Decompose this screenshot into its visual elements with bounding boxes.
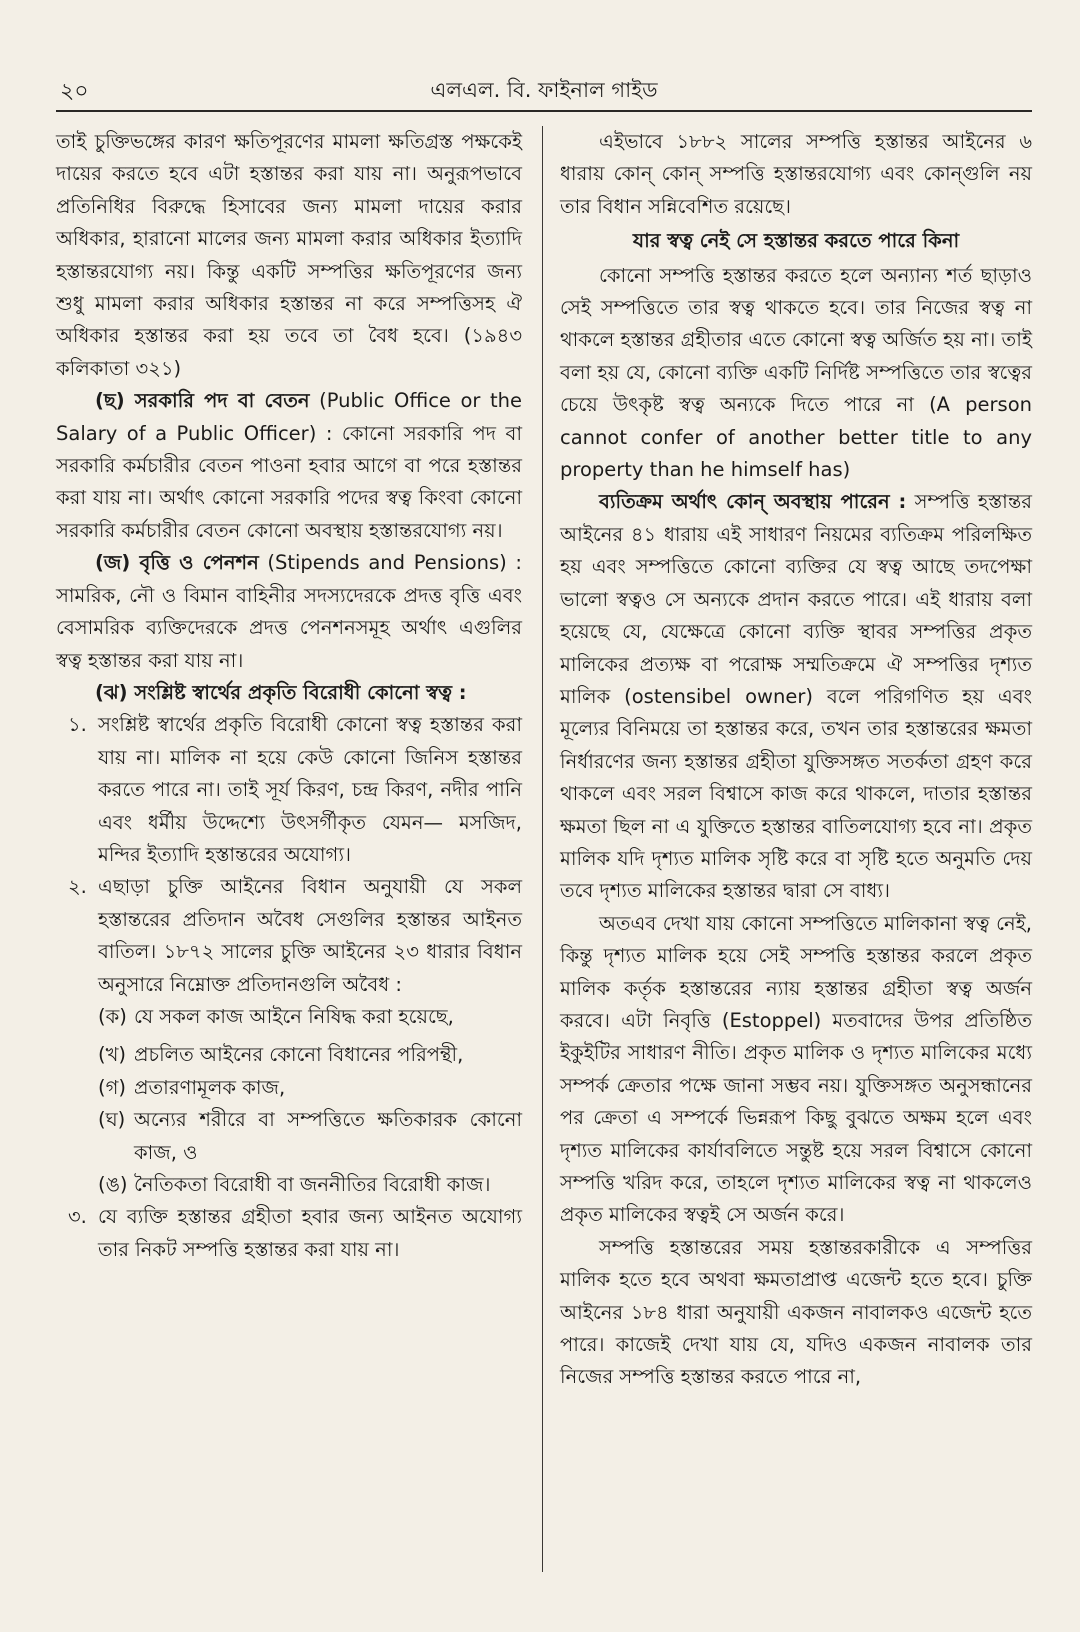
paragraph (56, 547, 522, 677)
list-text: এছাড়া চুক্তি আইনের বিধান অনুযায়ী যে সকল হস্তান্তরের প্রতিদান অবৈধ সেগুলির হস্তান্তর আইনত বাতিল। ১৮৭২ সালের চুক্তি আইনের ২৩ ধারার বিধান অনুসারে নিম্নোক্ত প্রতিদানগুলি অবৈধ : (98, 875, 522, 996)
list-number: ১. (68, 713, 87, 737)
sub-label: (ক) (98, 1004, 127, 1028)
sub-label: (খ) (98, 1043, 127, 1067)
page-number: ২০ (60, 79, 89, 104)
sub-text: অন্যের শরীরে বা সম্পত্তিতে ক্ষতিকারক কোনো কাজ, ও (134, 1108, 522, 1164)
list-item (56, 709, 522, 871)
paragraph-text: সম্পত্তি হস্তান্তর আইনের ৪১ ধারায় এই সাধারণ নিয়মের ব্যতিক্রম পরিলক্ষিত হয় এবং সম্পত্তিতে কোনো ব্যক্তির যে স্বত্ব আছে তদপেক্ষা ভালো স্বত্বও সে অন্যকে প্রদান করতে পারে। এই ধারায় বলা হয়েছে যে, যেক্ষেত্রে কোনো ব্যক্তি স্থাবর সম্পত্তির প্রকৃত মালিকের প্রত্যক্ষ বা পরোক্ষ সম্মতিক্রমে ঐ সম্পত্তির দৃশ্যত মালিক (ostensibel owner) বলে পরিগণিত হয় এবং মূল্যের বিনিময়ে তা হস্তান্তর করে, তখন তার হস্তান্তরের ক্ষমতা নির্ধারণের জন্য হস্তান্তর গ্রহীতা যুক্তিসঙ্গত সতর্কতা গ্রহণ করে থাকলে এবং সরল বিশ্বাসে কাজ করে থাকলে, দাতার হস্তান্তর ক্ষমতা ছিল না এ যুক্তিতে হস্তান্তর বাতিলযোগ্য হবে না। প্রকৃত মালিক যদি দৃশ্যত মালিক সৃষ্টি করে বা সৃষ্টি হতে অনুমতি দেয় তবে দৃশ্যত মালিকের হস্তান্তর দ্বারা সে বাধ্য। (560, 490, 1032, 903)
list-text: সংশ্লিষ্ট স্বার্থের প্রকৃতি বিরোধী কোনো স্বত্ব হস্তান্তর করা যায় না। মালিক না হয়ে কেউ কোনো জিনিস হস্তান্তর করতে পারে না। তাই সূর্য কিরণ, চন্দ্র কিরণ, নদীর পানি এবং ধর্মীয় উদ্দেশ্যে উৎসর্গীকৃত যেমন— মসজিদ, মন্দির ইত্যাদি হস্তান্তরের অযোগ্য। (98, 713, 522, 866)
sub-list-item (98, 1001, 522, 1033)
list-item (56, 1201, 522, 1266)
paragraph: কোনো সম্পত্তি হস্তান্তর করতে হলে অন্যান্য শর্ত ছাড়াও সেই সম্পত্তিতে তার স্বত্ব থাকতে হবে। তার নিজের স্বত্ব না থাকলে হস্তান্তর গ্রহীতার এতে কোনো স্বত্ব অর্জিত হয় না। তাই বলা হয় যে, কোনো ব্যক্তি একটি নির্দিষ্ট সম্পত্তিতে তার স্বত্বের চেয়ে উৎকৃষ্ট স্বত্ব অন্যকে দিতে পারে না (A person cannot confer of another better title to any property than he himself has) (560, 263, 1032, 482)
section-heading: (জ) বৃত্তি ও পেনশন (95, 551, 259, 575)
sub-text: প্রতারণামূলক কাজ, (134, 1075, 286, 1099)
sub-label: (ঙ) (98, 1173, 128, 1196)
section-heading: (ছ) সরকারি পদ বা বেতন (95, 389, 310, 413)
running-title: এলএল. বি. ফাইনাল গাইড (430, 78, 658, 102)
list-item (56, 871, 522, 1001)
sub-list-item (98, 1039, 522, 1071)
paragraph (56, 385, 522, 547)
sub-text: যে সকল কাজ আইনে নিষিদ্ধ করা হয়েছে, (134, 1004, 454, 1028)
paragraph (560, 486, 1032, 907)
column-divider (542, 126, 543, 1572)
sub-list-item (98, 1169, 522, 1201)
list-text: যে ব্যক্তি হস্তান্তর গ্রহীতা হবার জন্য আইনত অযোগ্য তার নিকট সম্পত্তি হস্তান্তর করা যায় না। (98, 1205, 522, 1261)
text-columns (56, 126, 1032, 1602)
paragraph: অতএব দেখা যায় কোনো সম্পত্তিতে মালিকানা স্বত্ব নেই, কিন্তু দৃশ্যত মালিক হয়ে সেই সম্পত্তি হস্তান্তর করলে প্রকৃত মালিক কর্তৃক হস্তান্তরের ন্যায় হস্তান্তর গ্রহীতা স্বত্ব অর্জন করবে। এটা নিবৃত্তি (Estoppel) মতবাদের উপর প্রতিষ্ঠিত ইকুইটির সাধারণ নীতি। প্রকৃত মালিক ও দৃশ্যত মালিকের মধ্যে সম্পর্ক ক্রেতার পক্ষে জানা সম্ভব নয়। যুক্তিসঙ্গত অনুসন্ধানের পর ক্রেতা এ সম্পর্কে ভিন্নরূপ কিছু বুঝতে অক্ষম হলে এবং দৃশ্যত মালিকের কার্যাবলিতে সন্তুষ্ট হয়ে সরল বিশ্বাসে কোনো সম্পত্তি খরিদ করে, তাহলে দৃশ্যত মালিকের স্বত্ব না থাকলেও প্রকৃত মালিকের স্বত্বই সে অর্জন করে। (560, 911, 1032, 1227)
section-heading: (ঝ) সংশ্লিষ্ট স্বার্থের প্রকৃতি বিরোধী কোনো স্বত্ব : (95, 680, 467, 704)
paragraph-text: (Stipends and Pensions) : সামরিক, নৌ ও বিমান বাহিনীর সদস্যদেরকে প্রদত্ত বৃত্তি এবং বেসামরিক ব্যক্তিদেরকে প্রদত্ত পেনশনসমূহ অর্থাৎ এগুলির স্বত্ব হস্তান্তর করা যায় না। (56, 551, 522, 672)
sub-label: (ঘ) (98, 1108, 126, 1132)
section-heading: ব্যতিক্রম অর্থাৎ কোন্ অবস্থায় পারেন : (599, 490, 907, 514)
sub-text: নৈতিকতা বিরোধী বা জননীতির বিরোধী কাজ। (134, 1173, 491, 1196)
sub-list-item (98, 1104, 522, 1169)
sub-label: (গ) (98, 1075, 126, 1099)
paragraph: সম্পত্তি হস্তান্তরের সময় হস্তান্তরকারীকে এ সম্পত্তির মালিক হতে হবে অথবা ক্ষমতাপ্রাপ্ত এজেন্ট হতে হবে। চুক্তি আইনের ১৮৪ ধারা অনুযায়ী একজন নাবালকও এজেন্ট হতে পারে। কাজেই দেখা যায় যে, যদিও একজন নাবালক তার নিজের সম্পত্তি হস্তান্তর করতে পারে না, (560, 1235, 1032, 1389)
list-number: ২. (68, 875, 87, 899)
paragraph-text: (Public Office or the Salary of a Public Officer) : কোনো সরকারি পদ বা সরকারি কর্মচারীর বেতন পাওনা হবার আগে বা পরে হস্তান্তর করা যায় না। অর্থাৎ কোনো সরকারি পদের স্বত্ব কিংবা কোনো সরকারি কর্মচারীর বেতন কোনো অবস্থায় হস্তান্তরযোগ্য নয়। (56, 389, 523, 542)
paragraph: এইভাবে ১৮৮২ সালের সম্পত্তি হস্তান্তর আইনের ৬ ধারায় কোন্ কোন্ সম্পত্তি হস্তান্তরযোগ্য এবং কোন্‌গুলি নয় তার বিধান সন্নিবেশিত রয়েছে। (560, 130, 1032, 218)
section-heading: যার স্বত্ব নেই সে হস্তান্তর করতে পারে কিনা (632, 229, 960, 253)
right-column (560, 126, 1032, 1394)
list-number: ৩. (68, 1205, 87, 1229)
paragraph: তাই চুক্তিভঙ্গের কারণ ক্ষতিপূরণের মামলা ক্ষতিগ্রস্ত পক্ষকেই দায়ের করতে হবে এটা হস্তান্তর করা যায় না। অনুরূপভাবে প্রতিনিধির বিরুদ্ধে হিসাবের জন্য মামলা দায়ের করার অধিকার, হারানো মালের জন্য মামলা করার অধিকার ইত্যাদি হস্তান্তরযোগ্য নয়। কিন্তু একটি সম্পত্তির ক্ষতিপূরণের জন্য শুধু মামলা করার অধিকার হস্তান্তর না করে সম্পত্তিসহ ঐ অধিকার হস্তান্তর করা হয় তবে তা বৈধ হবে। (১৯৪৩ কলিকাতা ৩২১) (56, 130, 522, 380)
sub-text: প্রচলিত আইনের কোনো বিধানের পরিপন্থী, (134, 1043, 464, 1067)
page-header (56, 70, 1032, 112)
left-column (56, 126, 522, 1266)
sub-list-item (98, 1072, 522, 1104)
